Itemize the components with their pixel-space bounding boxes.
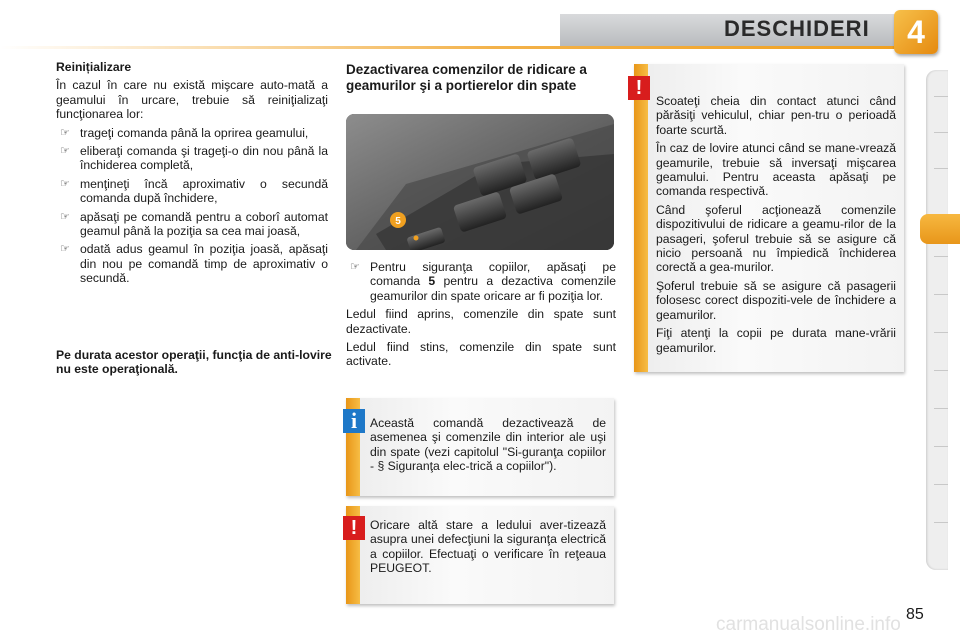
note-stripe xyxy=(634,64,648,372)
list-item xyxy=(56,210,328,239)
watermark: carmanualsonline.info xyxy=(716,614,901,635)
list-item xyxy=(56,126,328,140)
safety-paragraph: Şoferul trebuie să se asigure că pasagerii folosesc corect dispoziti-vele de închidere a geamurilor. xyxy=(656,278,896,322)
section-title: Dezactivarea comenzilor de ridicare a geamurilor şi a portierelor din spate xyxy=(346,62,587,93)
list-item-text: trageţi comanda până la oprirea geamului, xyxy=(80,125,309,140)
chapter-tabs[interactable] xyxy=(926,70,948,570)
callout-number: 5 xyxy=(395,216,401,227)
safety-paragraph: Când şoferul acţionează comenzile dispozitivului de ridicare a geamu-rilor de la pasageri, şoferul trebuie să se asigure că nicio persoană nu împiedică închiderea corectă a gea-murilor. xyxy=(656,202,896,275)
reset-section xyxy=(56,60,328,290)
tab-divider xyxy=(934,294,948,295)
hand-pointer-icon: ☞ xyxy=(60,243,70,256)
window-switch-photo xyxy=(346,114,614,250)
hand-pointer-icon: ☞ xyxy=(60,177,70,190)
led-on-text: Ledul fiind aprins, comenzile din spate sunt dezactivate. xyxy=(346,307,616,336)
led-off-text: Ledul fiind stins, comenzile din spate sunt activate. xyxy=(346,340,616,369)
tab-divider xyxy=(934,370,948,371)
tab-divider xyxy=(934,522,948,523)
warning-note-text: Oricare altă stare a ledului aver-tizează asupra unei defecţiuni la siguranţa electrică a copiilor. Efectuaţi o verificare în reţeaua PEUGEOT. xyxy=(370,518,606,576)
chapter-tab-active[interactable] xyxy=(920,214,960,244)
list-item xyxy=(56,242,328,285)
control-number: 5 xyxy=(428,274,436,289)
tab-divider xyxy=(934,96,948,97)
info-icon: i xyxy=(343,409,365,433)
safety-paragraph: Fiţi atenţi la copii pe durata mane-vrării geamurilor. xyxy=(656,326,896,355)
warning-note xyxy=(346,506,614,604)
list-item-text: apăsaţi pe comandă pentru a coborî automat geamul până la poziţia sa cea mai joasă, xyxy=(80,209,328,239)
list-item xyxy=(56,144,328,173)
chapter-badge[interactable]: 4 xyxy=(894,10,938,54)
tab-divider xyxy=(934,332,948,333)
tab-divider xyxy=(934,408,948,409)
safety-note-text xyxy=(656,94,896,359)
tab-divider xyxy=(934,132,948,133)
section-heading: Reinițializare xyxy=(56,60,132,74)
info-note-text: Această comandă dezactivează de asemenea şi comenzile din interior ale uşi din spate (vezi capitolul "Si-guranţa copiilor - § Siguranţa elec-trică a copiilor"). xyxy=(370,416,606,474)
page-title: DESCHIDERI xyxy=(724,16,870,41)
safety-paragraph: În caz de lovire atunci când se mane-vrează geamurile, trebuie să inversaţi mişcarea geamului. Pentru aceasta apăsaţi pe comanda respectivă. xyxy=(656,141,896,199)
list-item-text: menţineţi încă aproximativ o secundă comanda după închidere, xyxy=(80,176,328,206)
anti-pinch-notice: Pe durata acestor operaţii, funcţia de anti-lovire nu este operaţională. xyxy=(56,348,332,377)
hand-pointer-icon: ☞ xyxy=(60,145,70,158)
warning-note-safety xyxy=(634,64,904,372)
bullet-text-before: Pentru siguranţa copiilor, apăsaţi pe comanda xyxy=(370,260,616,289)
tab-divider xyxy=(934,484,948,485)
tab-divider xyxy=(934,256,948,257)
deactivation-text xyxy=(346,260,616,373)
warning-icon: ! xyxy=(628,76,650,100)
child-lock-led xyxy=(414,236,419,241)
tab-divider xyxy=(934,168,948,169)
hand-pointer-icon: ☞ xyxy=(60,210,70,223)
list-item xyxy=(346,260,616,303)
hand-pointer-icon: ☞ xyxy=(350,261,360,273)
header-rule xyxy=(0,46,900,49)
safety-paragraph: Scoateţi cheia din contact atunci când părăsiţi vehiculul, chiar pen-tru o perioadă foarte scurtă. xyxy=(656,94,896,137)
intro-text: În cazul în care nu există mişcare auto-mată a geamului în urcare, trebuie să reiniţializaţi funcţionarea lor: xyxy=(56,78,328,122)
info-note xyxy=(346,398,614,496)
hand-pointer-icon: ☞ xyxy=(60,126,70,139)
window-switch-illustration xyxy=(346,114,614,250)
tab-divider xyxy=(934,446,948,447)
page-number: 85 xyxy=(906,606,924,623)
bullet-text-after: pentru a dezactiva comenzile geamurilor din spate oricare ar fi poziţia lor. xyxy=(370,274,616,303)
warning-icon: ! xyxy=(343,516,365,540)
list-item-text: odată adus geamul în poziţia joasă, apăsaţi din nou pe comandă timp de aproximativ o secundă. xyxy=(80,242,328,286)
list-item xyxy=(56,177,328,206)
list-item-text: eliberaţi comanda şi trageţi-o din nou până la închiderea completă, xyxy=(80,144,328,173)
